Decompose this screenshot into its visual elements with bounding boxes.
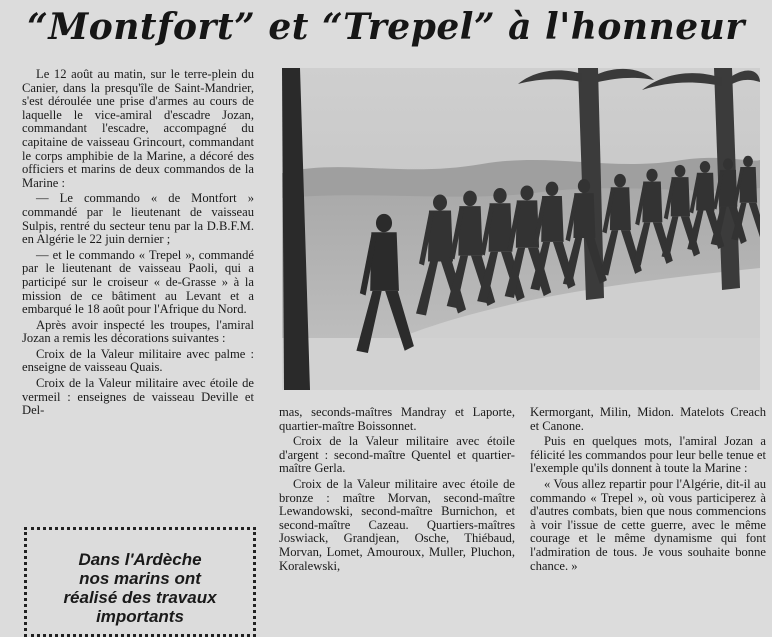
article-column-2 <box>279 406 515 575</box>
teaser-line: réalisé des travaux <box>63 588 217 607</box>
teaser-line: importants <box>96 607 184 626</box>
article-column-1 <box>22 68 254 420</box>
paragraph: Le 12 août au matin, sur le terre-plein du Canier, dans la presqu'île de Saint-Mandrier, s'est déroulée une prise d'armes au cours de laquelle le vice-amiral d'escadre Jozan, commandant l'escadre, accompagné du capitaine de vaisseau Grincourt, commandant le corps amphibie de la Marine, a décoré des officiers et marins de deux commandos de la Marine : <box>22 67 254 190</box>
article-column-3 <box>530 406 766 575</box>
related-article-teaser <box>24 527 256 637</box>
article-headline: “Montfort” et “Trepel” à l'honneur <box>27 6 745 48</box>
paragraph: Puis en quelques mots, l'amiral Jozan a félicité les commandos pour leur belle tenue et l'exemple qu'ils donnent à toute la Marine : <box>530 434 766 476</box>
paragraph: Kermorgant, Milin, Midon. Matelots Creach et Canone. <box>530 405 766 433</box>
teaser-line: nos marins ont <box>79 569 201 588</box>
paragraph: « Vous allez repartir pour l'Algérie, dit-il au commando « Trepel », où vous participerez à d'autres combats, bien que nous commencions à voir l'issue de cette guerre, avec le même courage et le même dynamisme qui font l'admiration de tous. Je vous souhaite bonne chance. » <box>530 476 766 573</box>
paragraph: — et le commando « Trepel », commandé par le lieutenant de vaisseau Paoli, qui a participé sur le croiseur « de-Grasse » à la mission de ce bâtiment au Levant et a embarqué le 18 août pour l'Afrique du Nord. <box>22 247 254 317</box>
paragraph: — Le commando « de Montfort » commandé par le lieutenant de vaisseau Sulpis, rentré du secteur tenu par la D.B.F.M. en Algérie le 22 juin dernier ; <box>22 191 254 247</box>
paragraph: mas, seconds-maîtres Mandray et Laporte, quartier-maître Boissonnet. <box>279 405 515 433</box>
paragraph: Croix de la Valeur militaire avec palme : enseigne de vaisseau Quais. <box>22 346 254 375</box>
paragraph: Croix de la Valeur militaire avec étoile d'argent : second-maître Quentel et quartier-maître Gerla. <box>279 434 515 476</box>
paragraph: Après avoir inspecté les troupes, l'amiral Jozan a remis les décorations suivantes : <box>22 317 254 346</box>
teaser-line: Dans l'Ardèche <box>78 550 202 569</box>
news-photo-marching-commandos <box>282 68 760 390</box>
paragraph: Croix de la Valeur militaire avec étoile de vermeil : enseignes de vaisseau Deville et Del- <box>22 376 254 418</box>
paragraph: Croix de la Valeur militaire avec étoile de bronze : maître Morvan, second-maître Lewandowski, second-maître Burnichon, et second-maître Cazeau. Quartiers-maîtres Joswiack, Grandjean, Osche, Thiébaud, Morvan, Lomet, Amouroux, Muller, Pluchon, Koralewski, <box>279 476 515 573</box>
